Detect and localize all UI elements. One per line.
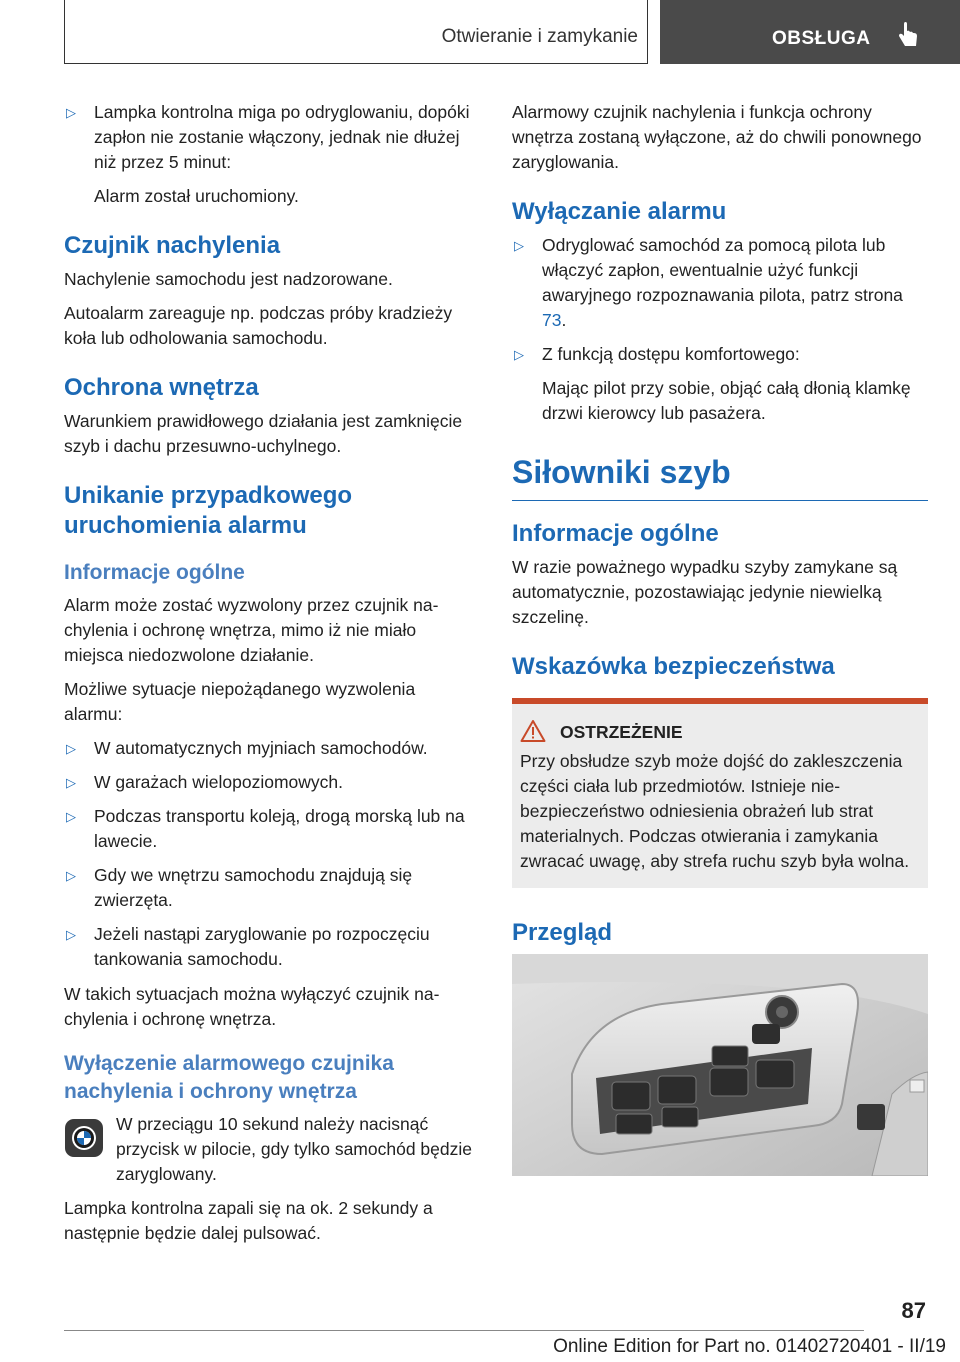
list-item: ▷ Lampka kontrolna miga po odryglowaniu, dopóki zapłon nie zostanie włączony, jednak nie dłużej niż przez 5 minut: Alarm został uruchomiony.: [64, 100, 476, 209]
chapter-tab-label: OBSŁUGA: [772, 28, 871, 49]
paragraph: W razie poważnego wypadku szyby zamykane są automatycznie, pozostawiając jedynie niewielką szczelinę.: [512, 557, 898, 627]
heading-safety-note: Wskazówka bezpieczeństwa: [512, 653, 835, 680]
heading-overview: Przegląd: [512, 919, 613, 946]
heading-tilt-sensor: Czujnik nachylenia: [64, 232, 281, 259]
page-reference-link[interactable]: 73: [542, 310, 562, 330]
footer-divider: [64, 1330, 864, 1331]
disable-alarm-list: [512, 233, 928, 426]
triangle-bullet-icon: ▷: [66, 868, 76, 883]
left-column: [64, 100, 476, 1255]
window-switch-panel-illustration: [512, 954, 928, 1176]
disable-instruction: W przeciągu 10 sekund należy nacisnąć przycisk w pilocie, gdy tylko samochód będzie zaryglowany.: [64, 1112, 476, 1187]
heading-general-info: Informacje ogólne: [512, 520, 719, 547]
list-item-subtext: Mając pilot przy sobie, objąć całą dłonią klamkę drzwi kierowcy lub pasażera.: [542, 378, 911, 423]
list-item: ▷ Z funkcją dostępu komfortowego: Mając pilot przy sobie, objąć całą dłonią klamkę drzwi kierowcy lub pasażera.: [512, 342, 928, 426]
paragraph: Warunkiem prawidłowego działania jest zamknięcie szyb i dachu przesuwno-uchylnego.: [64, 411, 463, 456]
warning-text: Przy obsłudze szyb może dojść do zakleszczenia części ciała lub przedmiotów. Istnieje niebezpieczeństwo odniesienia obrażeń lub strat materialnych. Podczas otwierania i zamykania zwracać uwagę, aby strefa ruchu szyb była wolna.: [520, 751, 910, 871]
page-number: 87: [901, 1298, 926, 1323]
intro-list: [64, 100, 476, 209]
paragraph: Lampka kontrolna zapali się na ok. 2 sekundy a następnie będzie dalej pulsować.: [64, 1198, 433, 1243]
list-item-subtext: Alarm został uruchomiony.: [94, 186, 299, 206]
paragraph: Nachylenie samochodu jest nadzorowane.: [64, 269, 393, 289]
heading-disable-alarm: Wyłączanie alarmu: [512, 198, 727, 225]
heading-avoid-false-alarm: Unikanie przypadkowego uruchomienia alarmu: [64, 482, 353, 539]
triangle-bullet-icon: ▷: [514, 238, 524, 253]
paragraph: Alarm może zostać wyzwolony przez czujnik nachylenia i ochronę wnętrza, mimo iż nie miało miejsca niedozwolone działanie.: [64, 595, 439, 665]
heading-disable-sensor: Wyłączenie alarmowego czujnika nachylenia i ochrony wnętrza: [64, 1052, 394, 1103]
list-item: ▷ Gdy we wnętrzu samochodu znajdują się zwierzęta.: [66, 865, 413, 910]
warning-title: OSTRZEŻENIE: [560, 722, 920, 743]
list-item: ▷ Podczas transportu koleją, drogą morską lub na lawecie.: [66, 806, 465, 851]
triangle-bullet-icon: ▷: [66, 809, 76, 824]
heading-power-windows: Siłowniki szyb: [512, 454, 731, 490]
list-item: ▷ W automatycznych myjniach samochodów.: [64, 736, 476, 761]
heading-divider: [512, 500, 928, 501]
triangle-bullet-icon: ▷: [66, 775, 76, 790]
triangle-bullet-icon: ▷: [514, 347, 524, 362]
edition-note: Online Edition for Part no. 01402720401 - II/19: [553, 1336, 946, 1357]
bmw-key-lock-icon: [64, 1118, 104, 1158]
triangle-bullet-icon: ▷: [66, 927, 76, 942]
list-item: ▷ W garażach wielopoziomowych.: [64, 770, 476, 795]
paragraph: Możliwe sytuacje niepożądanego wyzwolenia alarmu:: [64, 679, 416, 724]
warning-triangle-icon: [520, 719, 546, 743]
right-column: [512, 100, 928, 1176]
situations-list: [64, 736, 476, 972]
warning-box: [512, 698, 928, 888]
paragraph: W takich sytuacjach można wyłączyć czujnik nachylenia i ochronę wnętrza.: [64, 984, 440, 1029]
list-item: ▷ Odryglować samochód za pomocą pilota lub włączyć zapłon, ewentualnie użyć funkcji awaryjnego rozpoznawania pilota, patrz strona 73.: [514, 235, 903, 330]
triangle-bullet-icon: ▷: [66, 741, 76, 756]
hand-pointer-icon: [896, 22, 920, 50]
triangle-bullet-icon: ▷: [66, 105, 76, 120]
window-switch-photo: [512, 954, 928, 1176]
list-item: ▷ Jeżeli nastąpi zaryglowanie po rozpoczęciu tankowania samochodu.: [66, 924, 430, 969]
paragraph: Alarmowy czujnik nachylenia i funkcja ochrony wnętrza zostaną wyłączone, aż do chwili ponownego zaryglowania.: [512, 102, 922, 172]
chapter-tab[interactable]: [660, 0, 960, 64]
heading-general-info: Informacje ogólne: [64, 561, 245, 584]
section-title: Otwieranie i zamykanie: [441, 26, 638, 47]
heading-interior-protection: Ochrona wnętrza: [64, 374, 259, 401]
paragraph: Autoalarm zareaguje np. podczas próby kradzieży koła lub odholowania samochodu.: [64, 303, 453, 348]
